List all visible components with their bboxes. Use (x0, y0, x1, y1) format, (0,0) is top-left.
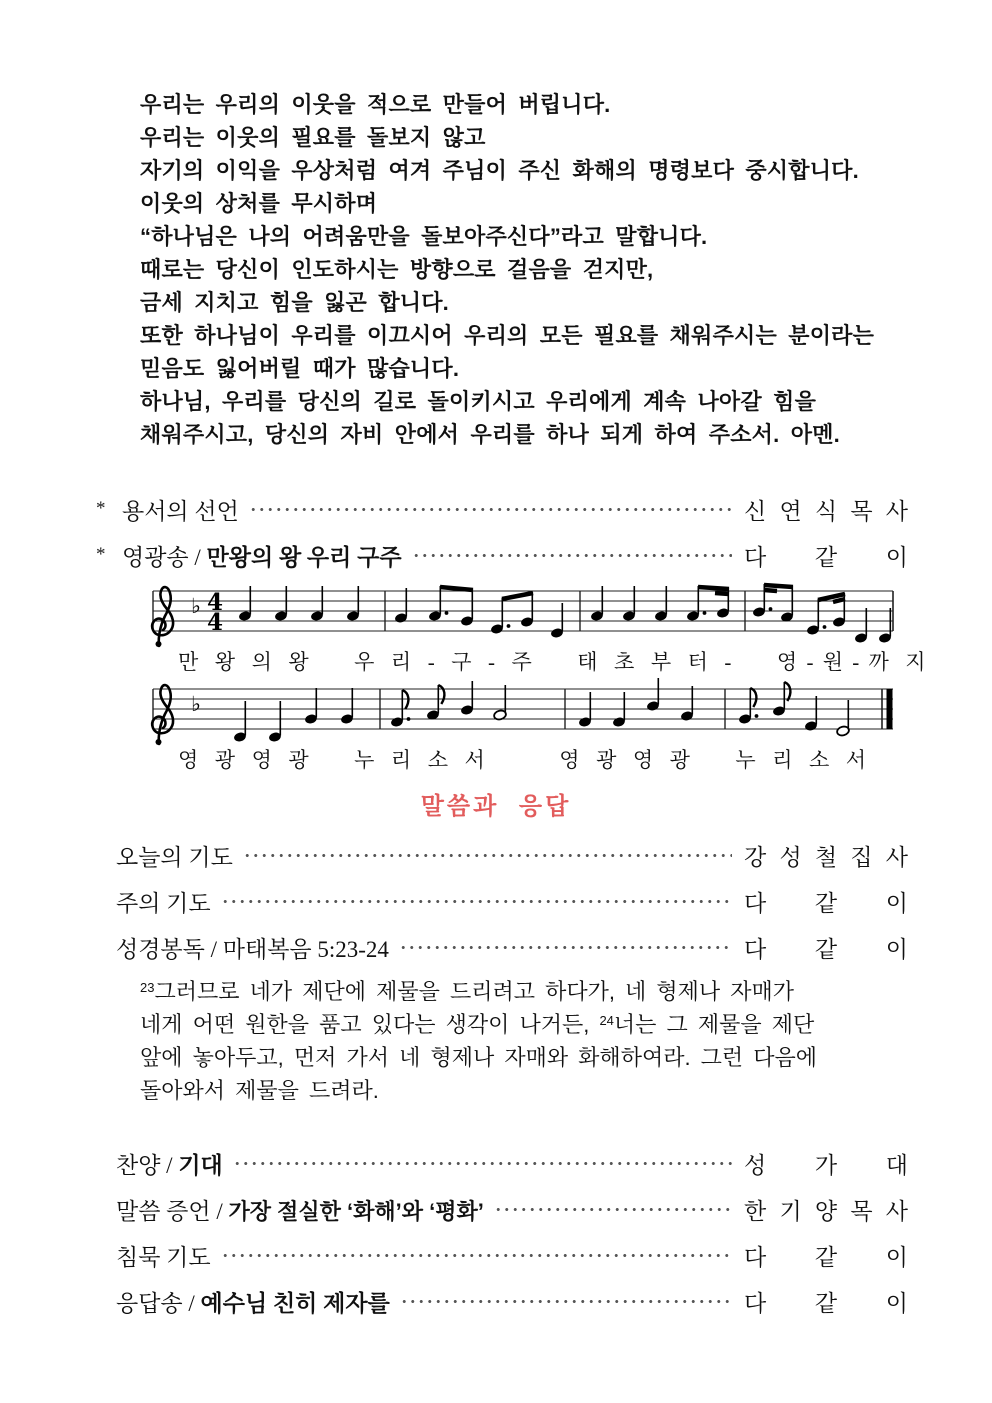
prayer-line: 채워주시고, 당신의 자비 안에서 우리를 하나 되게 하여 주소서. 아멘. (140, 422, 840, 447)
program-item-label (116, 839, 233, 872)
prayer-line: 우리는 이웃의 필요를 돌보지 않고 (140, 125, 486, 150)
prayer-line: 하나님, 우리를 당신의 길로 돌이키시고 우리에게 계속 나아갈 힘을 (140, 389, 817, 414)
program-item-person: 다 같 이 (744, 890, 908, 916)
scripture-text: 네게 어떤 원한을 품고 있다는 생각이 나거든, (140, 1012, 600, 1037)
music-staff-line-2 (145, 674, 897, 754)
hymn-lyrics-line-1: 만 왕 의 왕 우 리 - 구 - 주 태 초 부 터 - 영 - 원 - 까 지 (178, 650, 928, 674)
final-barline-thick (887, 689, 893, 729)
program-item-name: 침묵 기도 (116, 1244, 211, 1270)
program-item-name: 말씀 증언 / (116, 1198, 229, 1224)
program-item-person: 다 같 이 (744, 936, 908, 962)
program-item-label (116, 931, 389, 964)
music-note (854, 608, 868, 644)
scripture-line (140, 1008, 915, 1041)
program-item-name: 찬양 / (116, 1152, 179, 1178)
dotted-leader (494, 1186, 732, 1232)
program-item-name: 용서의 선언 (122, 498, 239, 524)
program-item-label (122, 493, 239, 526)
music-note (490, 598, 510, 635)
music-note (878, 608, 892, 644)
program-row (96, 878, 908, 924)
scripture-line (140, 1041, 915, 1074)
prayer-line: 우리는 우리의 이웃을 적으로 만들어 버립니다. (140, 92, 611, 117)
verse-number: 24 (599, 1013, 614, 1028)
program-section-response (96, 1140, 908, 1324)
time-signature: 4 (207, 589, 224, 616)
dotted-leader (412, 532, 732, 578)
asterisk-mark: * (96, 498, 106, 519)
dotted-leader (221, 1232, 732, 1278)
prayer-line: 또한 하나님이 우리를 이끄시어 우리의 모든 필요를 채워주시는 분이라는 (140, 323, 875, 348)
music-note (804, 696, 818, 732)
scripture-text: 너는 그 제물을 제단 (613, 1012, 815, 1037)
dotted-leader (233, 1140, 732, 1186)
beam (764, 585, 793, 587)
music-staff-line-1 (145, 576, 897, 656)
scripture-line (140, 1074, 915, 1107)
program-item-label (116, 1239, 211, 1272)
treble-clef-icon (152, 587, 173, 647)
verse-number: 23 (140, 980, 155, 995)
beam (440, 587, 473, 590)
prayer-line: 자기의 이익을 우상처럼 여겨 주님이 주신 화해의 명령보다 중시합니다. (140, 158, 859, 183)
program-item-title: 기대 (178, 1152, 223, 1178)
scripture-text: 돌아와서 제물을 드려라. (140, 1078, 379, 1103)
program-section-word (96, 832, 908, 970)
program-item-title: 예수님 친히 제자를 (200, 1290, 390, 1316)
music-note (340, 688, 354, 725)
dotted-leader (399, 924, 732, 970)
beam (833, 599, 845, 602)
beam (715, 593, 729, 594)
scripture-reading-text (140, 975, 915, 1107)
program-row (96, 532, 908, 578)
music-note (836, 700, 850, 737)
music-note (233, 701, 247, 743)
program-section-opening (96, 486, 908, 578)
program-item-person: 다 같 이 (744, 1290, 908, 1316)
program-item-label (116, 885, 211, 918)
dotted-leader (243, 832, 732, 878)
music-note (460, 589, 474, 627)
program-item-label (116, 1147, 223, 1180)
dotted-leader (249, 486, 732, 532)
time-signature: 4 (207, 609, 224, 636)
program-item-person: 다 같 이 (744, 1244, 908, 1270)
dotted-leader (400, 1278, 732, 1324)
flat-sign: ♭ (191, 692, 201, 716)
program-item-title: 가장 절실한 ‘화해’와 ‘평화’ (228, 1198, 484, 1224)
scripture-text: 앞에 놓아두고, 먼저 가서 네 형제나 자매와 화해하여라. 그런 다음에 (140, 1045, 818, 1070)
beam (764, 590, 777, 591)
program-item-title: 만왕의 왕 우리 구주 (206, 544, 402, 570)
music-note (780, 586, 794, 623)
section-heading-word-and-response: 말씀과 응답 (420, 793, 572, 820)
music-note (493, 685, 507, 721)
program-item-person: 다 같 이 (744, 544, 908, 570)
program-row (96, 486, 908, 532)
flat-sign: ♭ (191, 594, 201, 618)
scripture-line (140, 975, 915, 1008)
program-row (96, 1140, 908, 1186)
dotted-leader (221, 878, 732, 924)
program-row (96, 1232, 908, 1278)
program-item-person: 강 성 철 집 사 (744, 844, 908, 870)
beam (698, 587, 729, 589)
confession-prayer-text (140, 88, 940, 451)
prayer-line: 때로는 당신이 인도하시는 방향으로 걸음을 걷지만, (140, 257, 654, 282)
program-item-name: 성경봉독 / 마태복음 5:23-24 (116, 936, 389, 962)
hymn-lyrics-line-2: 영 광 영 광 누 리 소 서 영 광 영 광 누 리 소 서 (178, 748, 869, 772)
music-note (268, 701, 282, 743)
music-note (612, 692, 626, 728)
music-note (394, 588, 408, 624)
music-note (680, 686, 694, 722)
prayer-line: “하나님은 나의 어려움만을 돌보아주신다”라고 말합니다. (140, 224, 708, 249)
asterisk-mark: * (96, 544, 106, 565)
prayer-line: 금세 지치고 힘을 잃곤 합니다. (140, 290, 449, 315)
program-item-person: 성 가 대 (744, 1152, 908, 1178)
program-item-name: 응답송 / (116, 1290, 201, 1316)
music-note (578, 692, 592, 728)
program-item-label (116, 1193, 484, 1226)
music-note (304, 688, 318, 725)
music-note (806, 599, 826, 636)
program-item-name: 오늘의 기도 (116, 844, 233, 870)
program-item-name: 주의 기도 (116, 890, 211, 916)
program-item-name: 영광송 / (122, 544, 207, 570)
program-item-label (122, 539, 402, 572)
program-row (96, 1186, 908, 1232)
program-row (96, 1278, 908, 1324)
treble-clef-icon (152, 685, 173, 745)
program-row (96, 924, 908, 970)
program-item-label (116, 1285, 390, 1318)
prayer-line: 이웃의 상처를 무시하며 (140, 191, 378, 216)
program-item-person: 신 연 식 목 사 (744, 498, 908, 524)
program-item-person: 한 기 양 목 사 (744, 1198, 908, 1224)
prayer-line: 믿음도 잃어버릴 때가 많습니다. (140, 356, 460, 381)
program-row (96, 832, 908, 878)
music-note (646, 678, 660, 712)
scripture-text: 그러므로 네가 제단에 제물을 드리려고 하다가, 네 형제나 자매가 (154, 979, 795, 1004)
beam (502, 593, 533, 599)
music-note (460, 681, 474, 716)
music-note (426, 685, 444, 721)
